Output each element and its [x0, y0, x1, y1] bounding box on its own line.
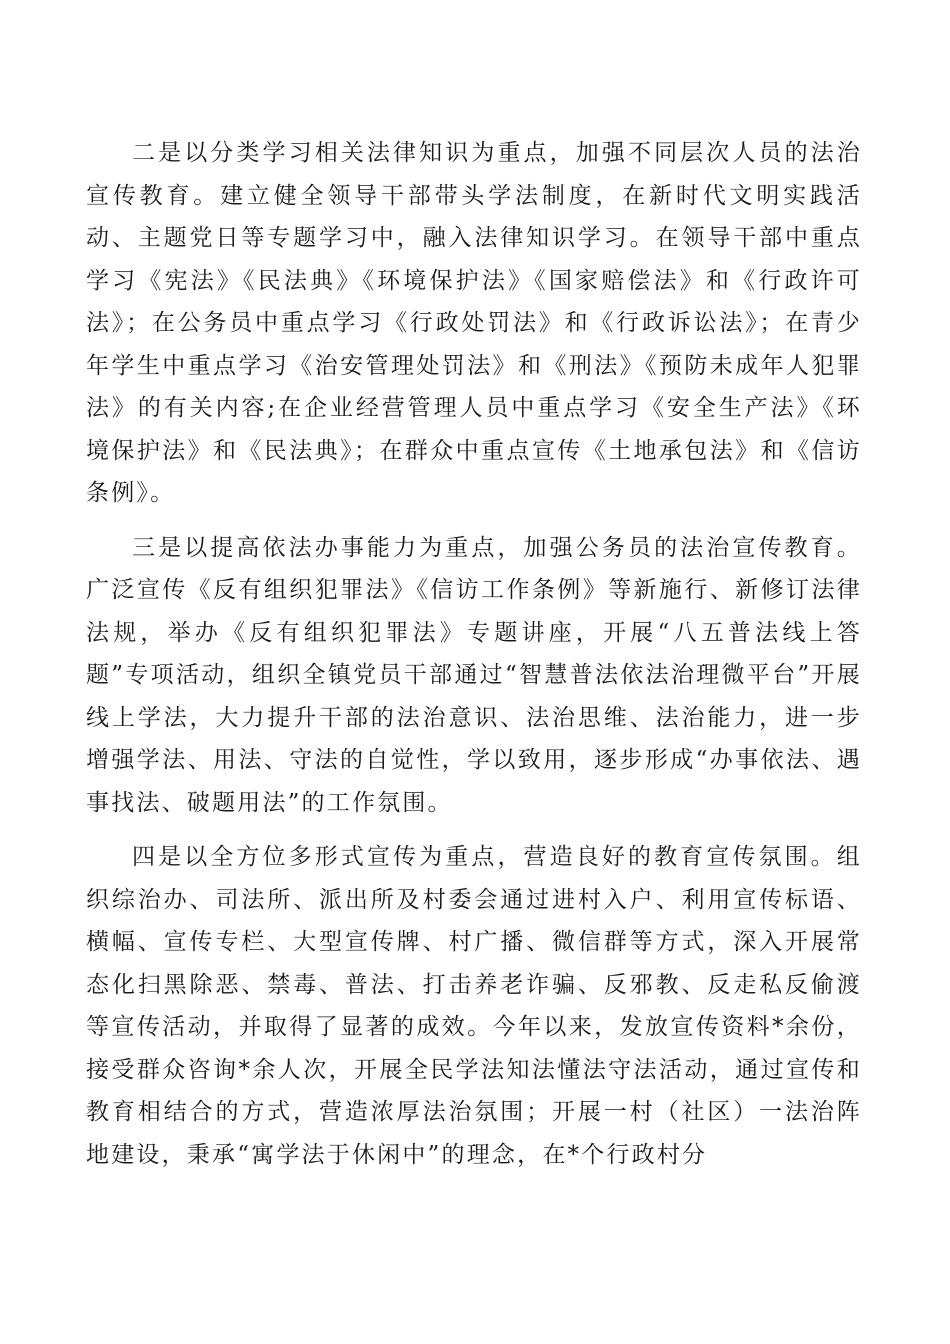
paragraph-legal-study-by-group: 二是以分类学习相关法律知识为重点，加强不同层次人员的法治宣传教育。建立健全领导干部带头学法制度，在新时代文明实践活动、主题党日等专题学习中，融入法律知识学习。在领导干部中重点学习《宪法》《民法典》《环境保护法》《国家赔偿法》和《行政许可法》；在公务员中重点学习《行政处罚法》和《行政诉讼法》；在青少年学生中重点学习《治安管理处罚法》和《刑法》《预防未成年人犯罪法》的有关内容;在企业经营管理人员中重点学习《安全生产法》《环境保护法》和《民法典》；在群众中重点宣传《土地承包法》和《信访条例》。 — [86, 140, 862, 506]
document-body — [86, 132, 862, 1188]
paragraph-civil-servant-education: 三是以提高依法办事能力为重点，加强公务员的法治宣传教育。广泛宣传《反有组织犯罪法》《信访工作条例》等新施行、新修订法律法规，举办《反有组织犯罪法》专题讲座，开展“八五普法线上答题”专项活动，组织全镇党员干部通过“智慧普法依法治理微平台”开展线上学法，大力提升干部的法治意识、法治思维、法治能力，进一步增强学法、用法、守法的自觉性，学以致用，逐步形成“办事依法、遇事找法、破题用法”的工作氛围。 — [86, 534, 862, 816]
paragraph-publicity-campaign: 四是以全方位多形式宣传为重点，营造良好的教育宣传氛围。组织综治办、司法所、派出所及村委会通过进村入户、利用宣传标语、横幅、宣传专栏、大型宣传牌、村广播、微信群等方式，深入开展常态化扫黑除恶、禁毒、普法、打击养老诈骗、反邪教、反走私反偷渡等宣传活动，并取得了显著的成效。今年以来，发放宣传资料*余份，接受群众咨询*余人次，开展全民学法知法懂法守法活动，通过宣传和教育相结合的方式，营造浓厚法治氛围；开展一村（社区）一法治阵地建设，秉承“寓学法于休闲中”的理念，在*个行政村分 — [86, 844, 862, 1168]
